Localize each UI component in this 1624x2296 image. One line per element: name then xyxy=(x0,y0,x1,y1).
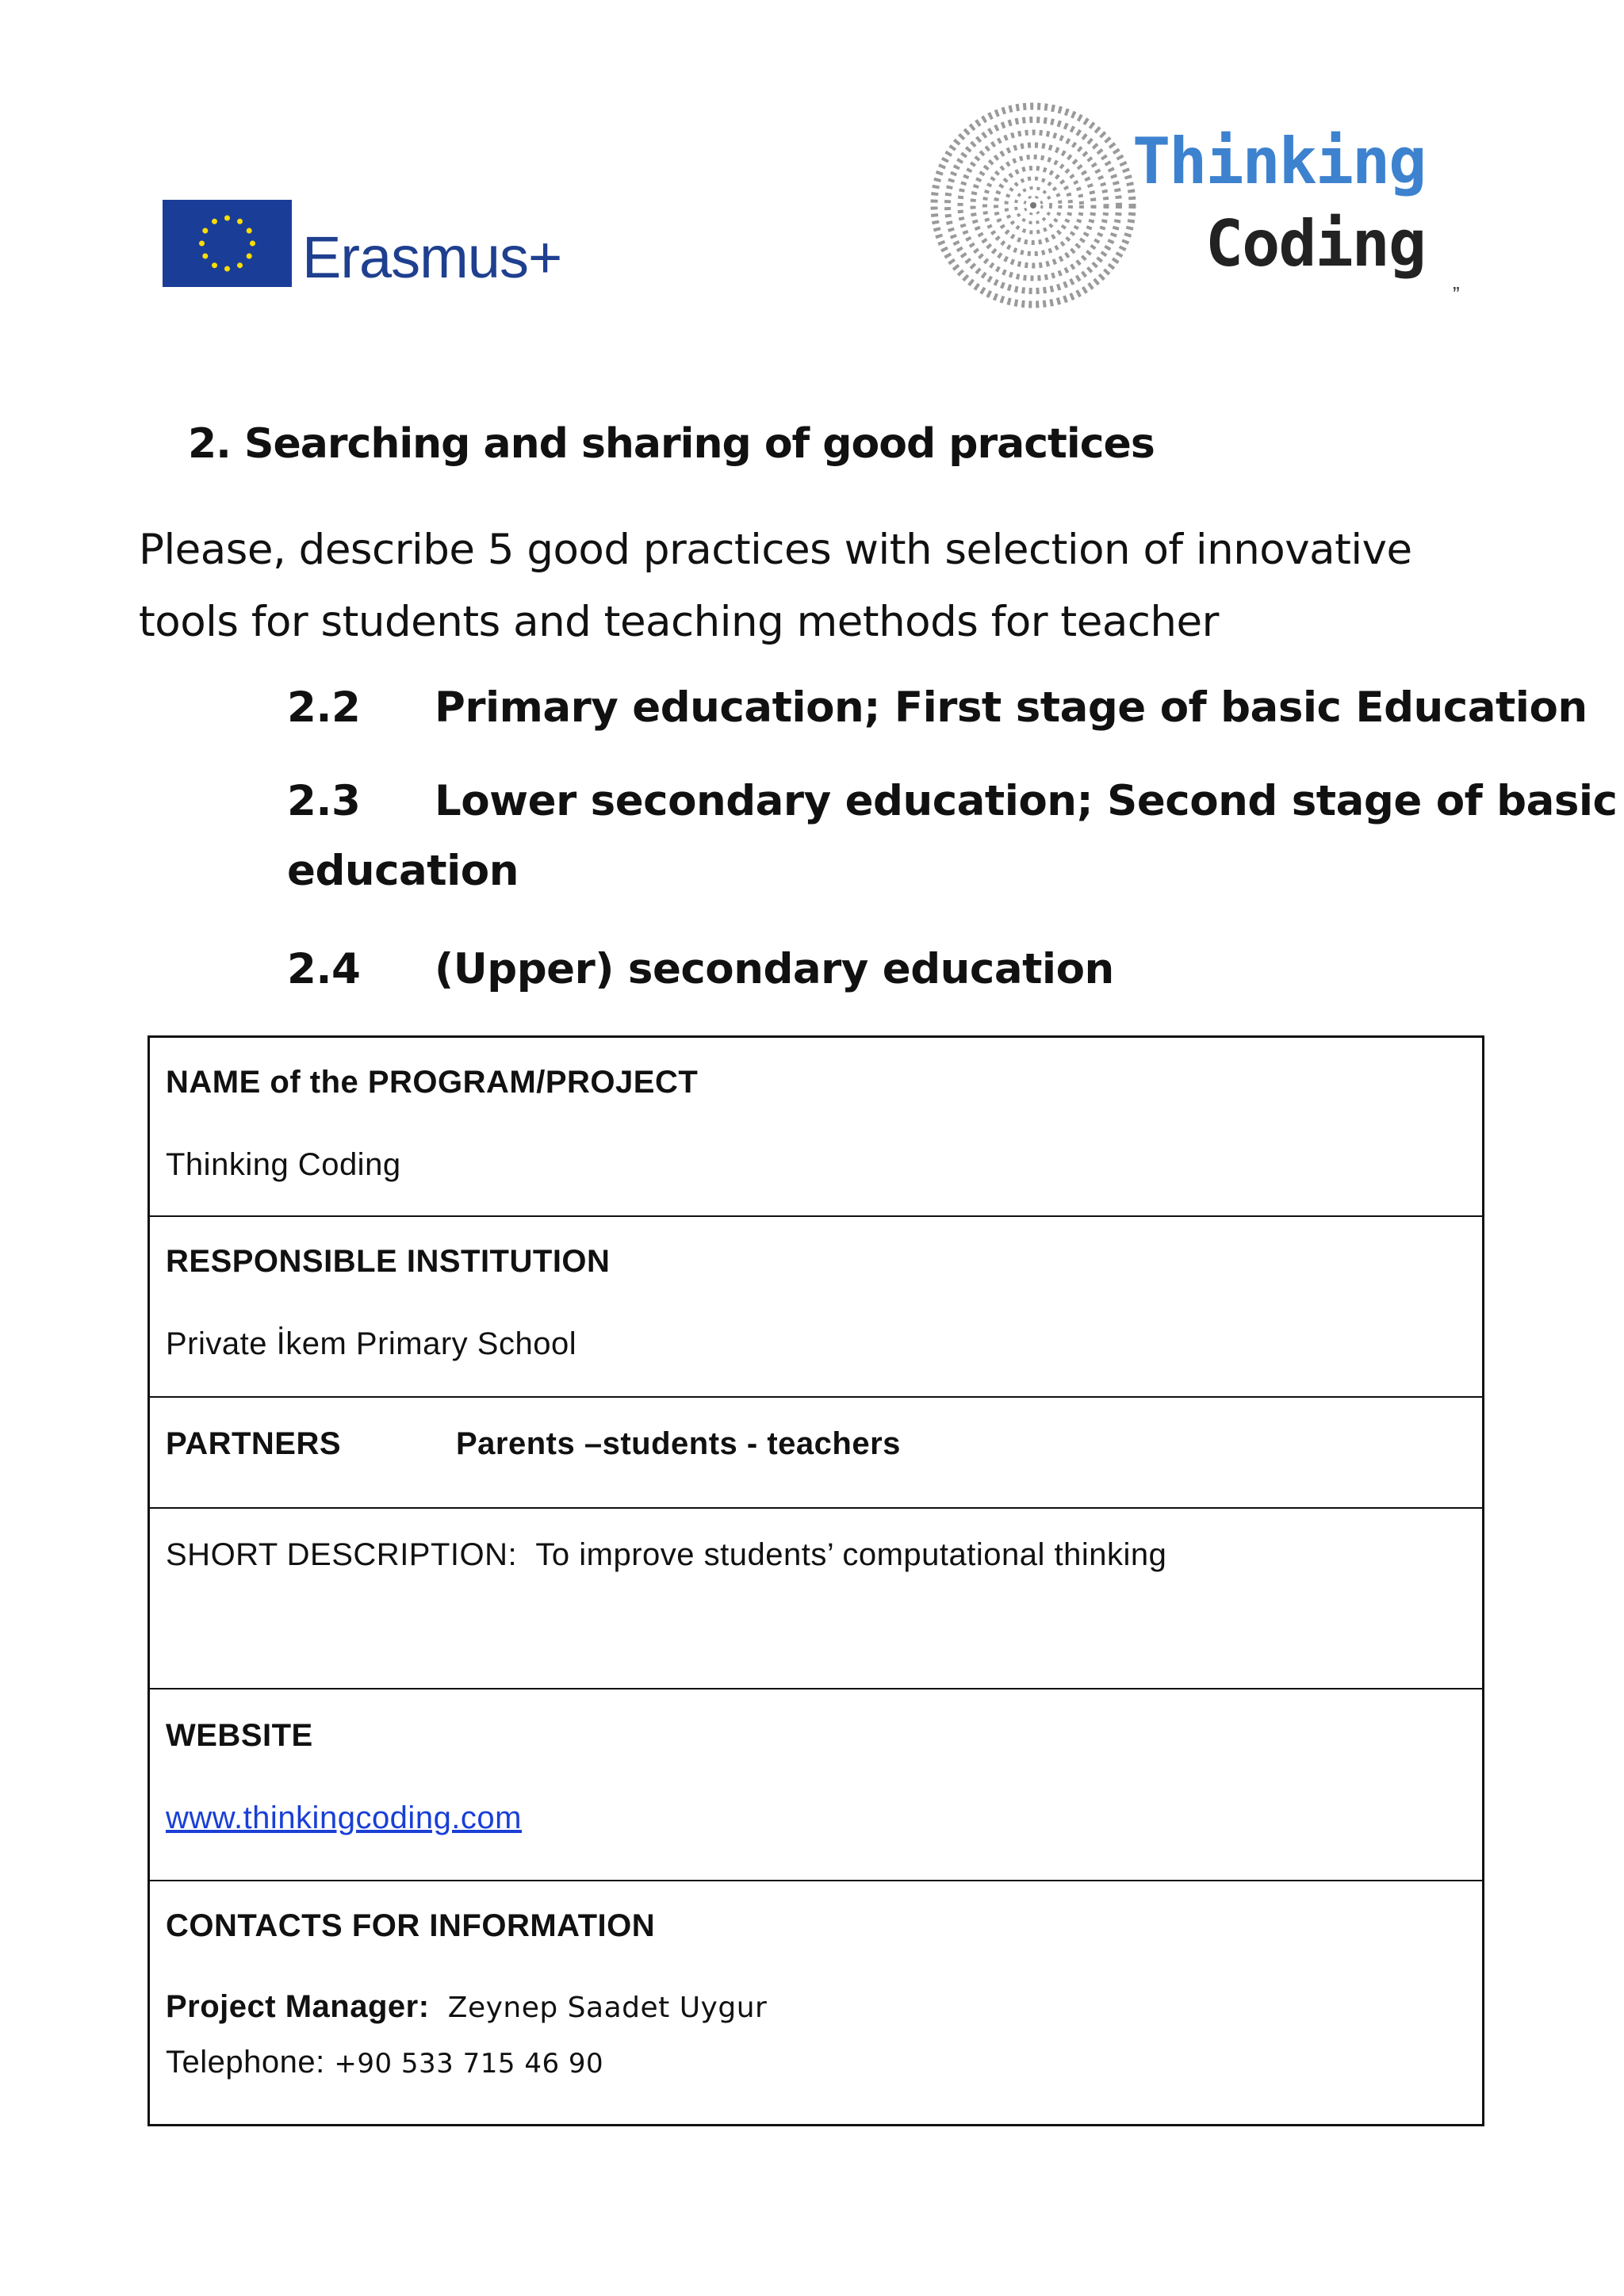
partners-label: PARTNERS xyxy=(166,1426,342,1461)
table-row-institution xyxy=(150,1217,1482,1398)
program-info-table xyxy=(147,1035,1484,2126)
coding-logo-text: Coding xyxy=(1205,207,1425,281)
project-manager-name: Zeynep Saadet Uygur xyxy=(447,1992,768,2024)
project-manager-line: Project Manager: Zeynep Saadet Uygur xyxy=(166,1989,768,2024)
description-line xyxy=(166,1537,1166,1573)
contacts-label: CONTACTS FOR INFORMATION xyxy=(166,1908,656,1943)
partners-value: Parents –students - teachers xyxy=(456,1426,901,1461)
table-row-partners xyxy=(150,1398,1482,1509)
table-row-program xyxy=(150,1038,1482,1217)
stray-quote-mark: ” xyxy=(1453,282,1460,306)
telephone-number: +90 533 715 46 90 xyxy=(334,2048,604,2080)
eu-stars-icon xyxy=(163,200,292,287)
description-value: To improve students’ computational thinking xyxy=(535,1537,1167,1572)
website-link[interactable]: www.thinkingcoding.com xyxy=(166,1800,522,1835)
institution-value: Private İkem Primary School xyxy=(166,1326,577,1361)
table-row-description xyxy=(150,1509,1482,1689)
section-title: 2. Searching and sharing of good practices xyxy=(188,420,1155,468)
subsection-number: 2.4 xyxy=(287,945,361,993)
erasmus-logo-text: Erasmus+ xyxy=(302,224,562,290)
subsection-label: Lower secondary education; Second stage of basic xyxy=(435,777,1618,825)
program-name-label: NAME of the PROGRAM/PROJECT xyxy=(166,1065,699,1100)
institution-label: RESPONSIBLE INSTITUTION xyxy=(166,1244,611,1279)
subsection-label: Primary education; First stage of basic Education xyxy=(435,683,1588,732)
subsection-2-3 xyxy=(287,777,1617,825)
eu-flag-logo xyxy=(163,200,292,287)
table-row-contacts xyxy=(150,1881,1482,2126)
website-label: WEBSITE xyxy=(166,1718,313,1753)
subsection-2-4 xyxy=(287,945,1114,993)
intro-paragraph: Please, describe 5 good practices with selection of innovative tools for students and teaching methods for teacher xyxy=(139,526,1412,646)
subsection-2-3-continuation: education xyxy=(287,847,519,895)
telephone-line xyxy=(166,2045,603,2080)
program-name-value: Thinking Coding xyxy=(166,1147,401,1182)
subsection-label: (Upper) secondary education xyxy=(435,945,1114,993)
subsection-number: 2.2 xyxy=(287,683,361,732)
thinking-logo-text: Thinking xyxy=(1132,124,1426,198)
project-manager-label: Project Manager xyxy=(166,1989,419,2024)
subsection-2-2 xyxy=(287,683,1588,732)
table-row-website xyxy=(150,1689,1482,1881)
description-label: SHORT DESCRIPTION: xyxy=(166,1537,518,1572)
telephone-label: Telephone: xyxy=(166,2045,325,2080)
subsection-number: 2.3 xyxy=(287,777,361,825)
binary-circle-logo-icon xyxy=(930,98,1136,312)
